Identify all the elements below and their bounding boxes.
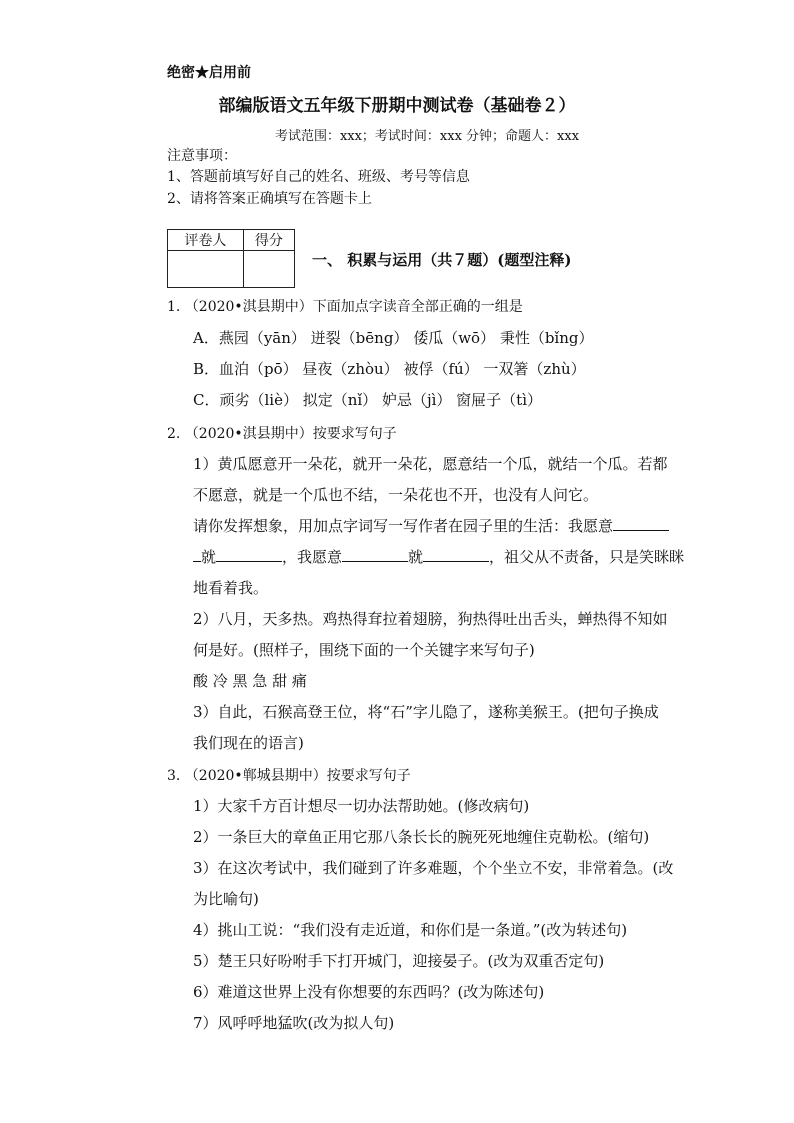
question-1-option-b: B．血泊（pō） 昼夜（zhòu） 被俘（fú） 一双箸（zhù） [193, 360, 586, 378]
blank-connector-2: ，我愿意 [282, 548, 343, 566]
answer-blank-3[interactable] [342, 547, 408, 562]
question-3-stem: 3. （2020•郸城县期中）按要求写句子 [167, 768, 411, 784]
question-3-item-1: 1）大家千方百计想尽一切办法帮助她。(修改病句) [193, 797, 530, 815]
answer-blank-4[interactable] [423, 547, 489, 562]
question-2-sub3-line2: 我们现在的语言) [193, 734, 304, 752]
blank-connector-1: 就 [201, 548, 217, 566]
answer-blank-2[interactable] [216, 547, 282, 562]
question-2-sub1-line3-text: 请你发挥想象，用加点字词写一写作者在园子里的生活：我愿意 [193, 517, 614, 535]
notes-heading: 注意事项： [167, 148, 237, 164]
page-title: 部编版语文五年级下册期中测试卷（基础卷２） [218, 96, 576, 116]
question-2-sub1-line2: 不愿意，就是一个瓜也不结，一朵花也不开，也没有人问它。 [193, 486, 599, 504]
question-2-sub3-line1: 3）自此，石猴高登王位，将“石”字儿隐了，遂称美猴王。(把句子换成 [193, 703, 659, 721]
secret-label: 绝密★启用前 [167, 65, 251, 81]
question-3-item-5: 5）楚王只好吩咐手下打开城门，迎接晏子。(改为双重否定句) [193, 952, 605, 970]
question-2-stem: 2. （2020•淇县期中）按要求写句子 [167, 426, 397, 442]
score-box-grader-header: 评卷人 [168, 230, 244, 251]
question-1-option-a: A．燕园（yān） 迸裂（bēng） 倭瓜（wō） 秉性（bǐng） [193, 329, 594, 347]
score-box-score-cell[interactable] [243, 251, 294, 288]
answer-blank-1-cont[interactable] [193, 547, 201, 562]
score-box-grader-cell[interactable] [168, 251, 244, 288]
question-2-sub2-line2: 何是好。(照样子，围绕下面的一个关键字来写句子) [193, 641, 535, 659]
section-title: 一、 积累与运用（共７题）(题型注释) [312, 251, 572, 269]
question-2-sub2-line1: 2）八月，天多热。鸡热得耷拉着翅膀，狗热得吐出舌头，蝉热得不知如 [193, 610, 668, 628]
question-2-sub1-line4-tail: ，祖父从不责备，只是笑眯眯 [489, 548, 685, 566]
question-3-item-4: 4）挑山工说：“我们没有走近道，和你们是一条道。”(改为转述句) [193, 921, 628, 939]
question-3-item-6: 6）难道这世界上没有你想要的东西吗？(改为陈述句) [193, 983, 545, 1001]
question-2-sub1-line5: 地看着我。 [193, 579, 269, 597]
question-2-keywords: 酸 冷 黑 急 甜 痛 [193, 672, 307, 690]
note-item-1: 1、答题前填写好自己的姓名、班级、考号等信息 [167, 169, 470, 185]
blank-connector-3: 就 [408, 548, 424, 566]
question-3-item-7: 7）风呼呼地猛吹(改为拟人句) [193, 1014, 395, 1032]
question-1-stem: 1. （2020•淇县期中）下面加点字读音全部正确的一组是 [167, 299, 523, 315]
question-2-sub1-line4 [193, 546, 684, 567]
question-2-sub1-line3 [193, 515, 669, 536]
question-3-item-2: 2）一条巨大的章鱼正用它那八条长长的腕死死地缠住克勒松。(缩句) [193, 828, 650, 846]
exam-info: 考试范围：xxx；考试时间：xxx 分钟；命题人：xxx [274, 129, 580, 144]
question-2-sub1-line1: 1）黄瓜愿意开一朵花，就开一朵花，愿意结一个瓜，就结一个瓜。若都 [193, 455, 668, 473]
question-1-option-c: C．顽劣（liè） 拟定（nǐ） 妒忌（jì） 窗屉子（tì） [193, 391, 542, 409]
question-3-item-3-line1: 3）在这次考试中，我们碰到了许多难题，个个坐立不安，非常着急。(改 [193, 859, 674, 877]
note-item-2: 2、请将答案正确填写在答题卡上 [167, 191, 372, 207]
score-box-score-header: 得分 [243, 230, 294, 251]
answer-blank-1[interactable] [613, 516, 669, 531]
score-box [167, 229, 295, 288]
question-3-item-3-line2: 为比喻句) [193, 890, 259, 908]
